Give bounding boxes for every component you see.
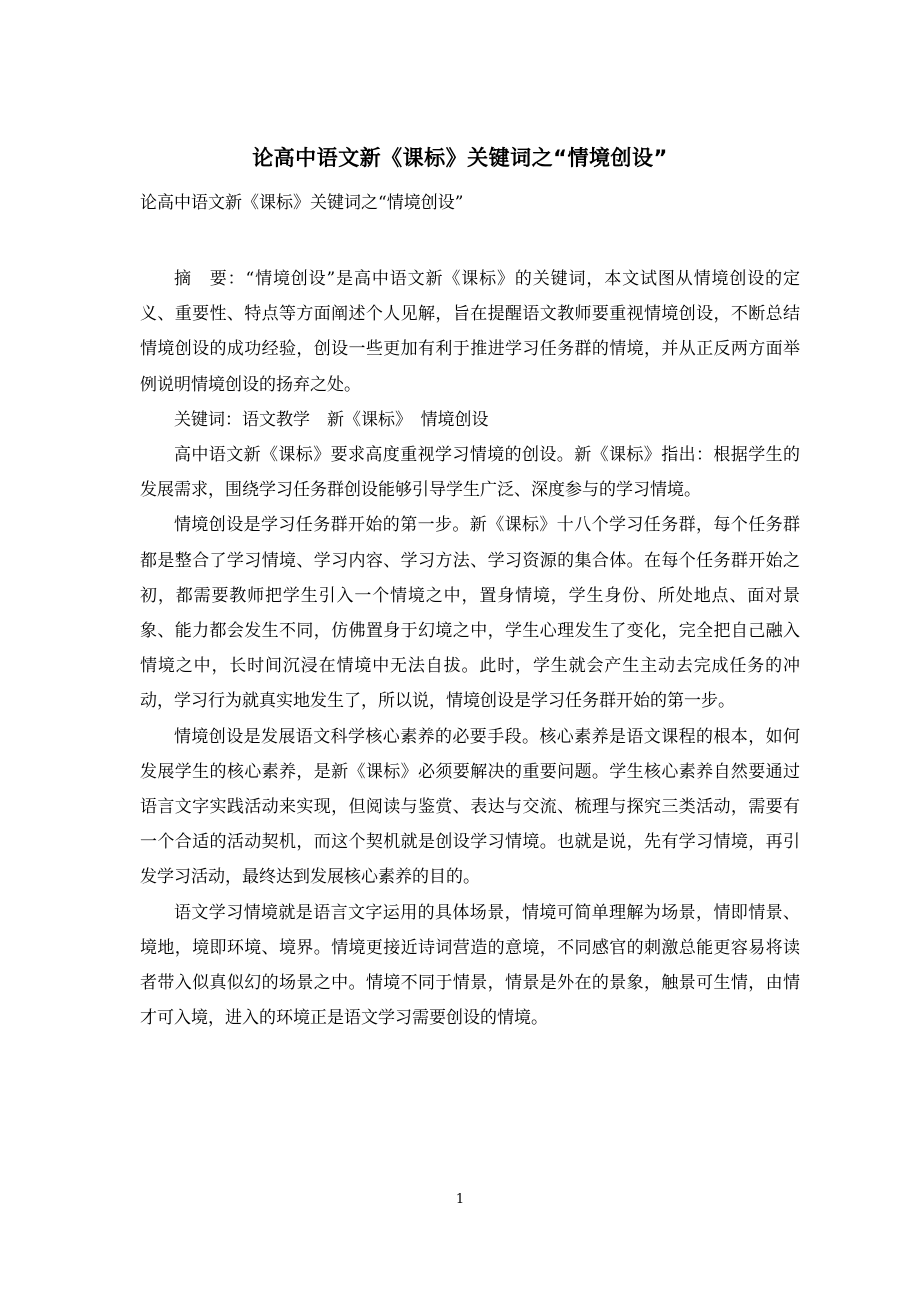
page-number: 1 xyxy=(455,1192,465,1207)
document-body xyxy=(140,262,800,1036)
body-paragraph: 情境创设是学习任务群开始的第一步。新《课标》十八个学习任务群，每个任务群都是整合了学习情境、学习内容、学习方法、学习资源的集合体。在每个任务群开始之初，都需要教师把学生引入一个情境之中，置身情境，学生身份、所处地点、面对景象、能力都会发生不同，仿佛置身于幻境之中，学生心理发生了变化，完全把自己融入情境之中，长时间沉浸在情境中无法自拔。此时，学生就会产生主动去完成任务的冲动，学习行为就真实地发生了，所以说，情境创设是学习任务群开始的第一步。 xyxy=(140,515,800,712)
body-paragraph: 高中语文新《课标》要求高度重视学习情境的创设。新《课标》指出：根据学生的发展需求，围绕学习任务群创设能够引导学生广泛、深度参与的学习情境。 xyxy=(140,445,800,501)
document-title: 论高中语文新《课标》关键词之“情境创设” xyxy=(252,146,668,170)
keywords-line: 关键词：语文教学 新《课标》 情境创设 xyxy=(174,409,489,430)
body-paragraph: 语文学习情境就是语言文字运用的具体场景，情境可简单理解为场景，情即情景、境地，境即环境、境界。情境更接近诗词营造的意境，不同感官的刺激总能更容易将读者带入似真似幻的场景之中。情境不同于情景，情景是外在的景象，触景可生情，由情才可入境，进入的环境正是语文学习需要创设的情境。 xyxy=(140,902,800,1029)
document-subtitle: 论高中语文新《课标》关键词之“情境创设” xyxy=(140,193,464,213)
abstract-paragraph: 摘 要：“情境创设”是高中语文新《课标》的关键词，本文试图从情境创设的定义、重要性、特点等方面阐述个人见解，旨在提醒语文教师要重视情境创设，不断总结情境创设的成功经验，创设一些更加有利于推进学习任务群的情境，并从正反两方面举例说明情境创设的扬弃之处。 xyxy=(140,269,800,395)
body-paragraph: 情境创设是发展语文科学核心素养的必要手段。核心素养是语文课程的根本，如何发展学生的核心素养，是新《课标》必须要解决的重要问题。学生核心素养自然要通过语言文字实践活动来实现，但阅读与鉴赏、表达与交流、梳理与探究三类活动，需要有一个合适的活动契机，而这个契机就是创设学习情境。也就是说，先有学习情境，再引发学习活动，最终达到发展核心素养的目的。 xyxy=(140,726,800,888)
